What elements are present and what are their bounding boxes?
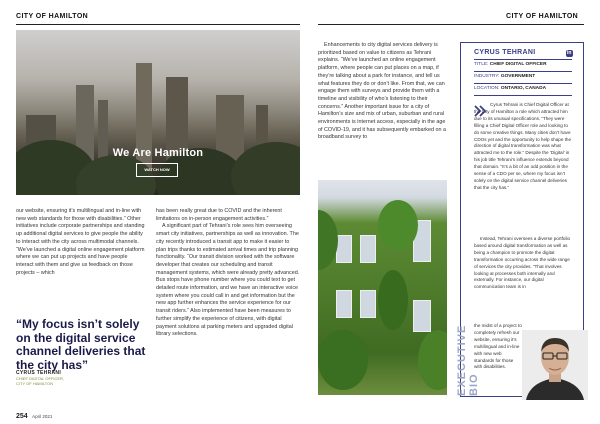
divider bbox=[474, 59, 572, 60]
linkedin-icon[interactable] bbox=[566, 50, 573, 57]
body-text: has been really great due to COVID and the inherent limitations on in-person engagement activities.” bbox=[156, 208, 282, 222]
page-header-right: CITY OF HAMILTON bbox=[506, 13, 579, 20]
body-text: our website, ensuring it’s multilingual and in-line with new web standards for those with disabilities.” Other initiatives include corporate partnerships and standing up additional digital services to give people the ability to interact with the city across multimodal channels. “We’ve launched a digital online engagement platform where we can put up projects and have people interact with them and give us feedback on those projects – which bbox=[16, 208, 145, 276]
location-value: ONTARIO, CANADA bbox=[500, 86, 547, 91]
hero-video-thumbnail[interactable] bbox=[16, 30, 300, 195]
industry-label: INDUSTRY: bbox=[474, 74, 500, 79]
pull-quote-citation bbox=[16, 370, 146, 386]
industry-value: GOVERNMENT bbox=[500, 74, 536, 79]
left-column-2 bbox=[156, 208, 300, 339]
bio-paragraph-1: Cyrus Tehrani is Chief Digital Officer at the City of Hamilton a role which attracted him due to its unusual specifications. “They were filling a Chief Digital Officer role and looking to do some creative things. Many cities don’t have CDOs yet and the opportunity to help shape the direction of digital transformation was what attracted me to the role.” Despite the ‘Digital’ in his job title Tehrani’s influence extends beyond that domain. “It’s a bit of an odd position in the sense of a CDO per se, where my focus isn’t solely on the digital service channel deliveries that the city has.” bbox=[474, 102, 572, 190]
hero-title: We Are Hamilton bbox=[112, 147, 204, 159]
right-column bbox=[318, 42, 448, 142]
divider bbox=[474, 95, 572, 96]
watch-now-button[interactable]: WATCH NOW bbox=[136, 163, 178, 177]
body-text: A significant part of Tehrani’s role sees him overseeing smart city initiatives, partnerships as well as innovation. The city recently introduced a transit app to make it easier to plan trips thanks to estimated arrival times and trip planning functionality. “Our transit division worked with the software developer that creates our scheduling and transit management systems, which were already pretty advanced. Bus stops have phone number where you could text to get detailed route information, and we have an interactive voice system where you could call in and get information but the new app further enhances the service experience for our transit riders.” Also implemented have been measures to further simplify the experience of citizens, with digital payment solutions at parking meters and upgraded digital library selections. bbox=[156, 223, 300, 338]
header-rule-right bbox=[318, 24, 584, 25]
body-text: Enhancements to city digital services delivery is prioritized based on value to citizens as Tehrani explains. “We’ve launched an online engagement platform, where people can put places on a map, if they’re talking about a park for instance, and tell us what features they do or don’t like. From that, we can engage them with surveys and provide them with a timeline and visibility of who’s listening to their concerns.” Another important issue for a city of Hamilton’s size and mix of urban, suburban and rural environments is internet access, especially in the age of COVID-19, and it has subsequently embarked on a broadband survey to bbox=[318, 42, 446, 141]
divider bbox=[474, 71, 572, 72]
page-header-left: CITY OF HAMILTON bbox=[16, 13, 89, 20]
pull-quote: “My focus isn’t solely on the digital service channel deliveries that the city has” bbox=[16, 317, 146, 372]
bio-location bbox=[474, 86, 546, 91]
location-label: LOCATION: bbox=[474, 86, 500, 91]
bio-name: CYRUS TEHRANI bbox=[474, 49, 536, 56]
cite-org: CITY OF HAMILTON bbox=[16, 381, 54, 386]
portrait-photo bbox=[522, 330, 588, 400]
bio-title bbox=[474, 62, 547, 67]
page-number: 254 bbox=[16, 413, 28, 420]
page-footer bbox=[16, 405, 52, 423]
header-rule-left bbox=[16, 24, 300, 25]
cite-role: CHIEF DIGITAL OFFICER, bbox=[16, 376, 65, 381]
bio-paragraph-2: Instead, Tehrani oversees a diverse portfolio based around digital transformation as well as being a champion to promote the digital transformation occurring across the wide range of services the city provides. “That involves looking at processes both internally and externally. For instance, our digital communication team is in bbox=[474, 236, 571, 290]
issue-date: April 2021 bbox=[32, 414, 53, 419]
title-label: TITLE: bbox=[474, 62, 489, 67]
vertical-section-label: EXECUTIVE BIO bbox=[456, 324, 480, 396]
cite-name: CYRUS TEHRANI bbox=[16, 370, 62, 376]
linkedin-icon-label: in bbox=[567, 50, 572, 56]
ivy-building-photo bbox=[318, 180, 447, 395]
bio-paragraph-3: the midst of a project to completely refresh our website, ensuring it’s multilingual and in-line with new web standards for those with disabilities. bbox=[474, 323, 522, 370]
divider bbox=[474, 83, 572, 84]
left-column-1 bbox=[16, 208, 146, 277]
title-value: CHIEF DIGITAL OFFICER bbox=[489, 62, 547, 67]
bio-industry bbox=[474, 74, 535, 79]
